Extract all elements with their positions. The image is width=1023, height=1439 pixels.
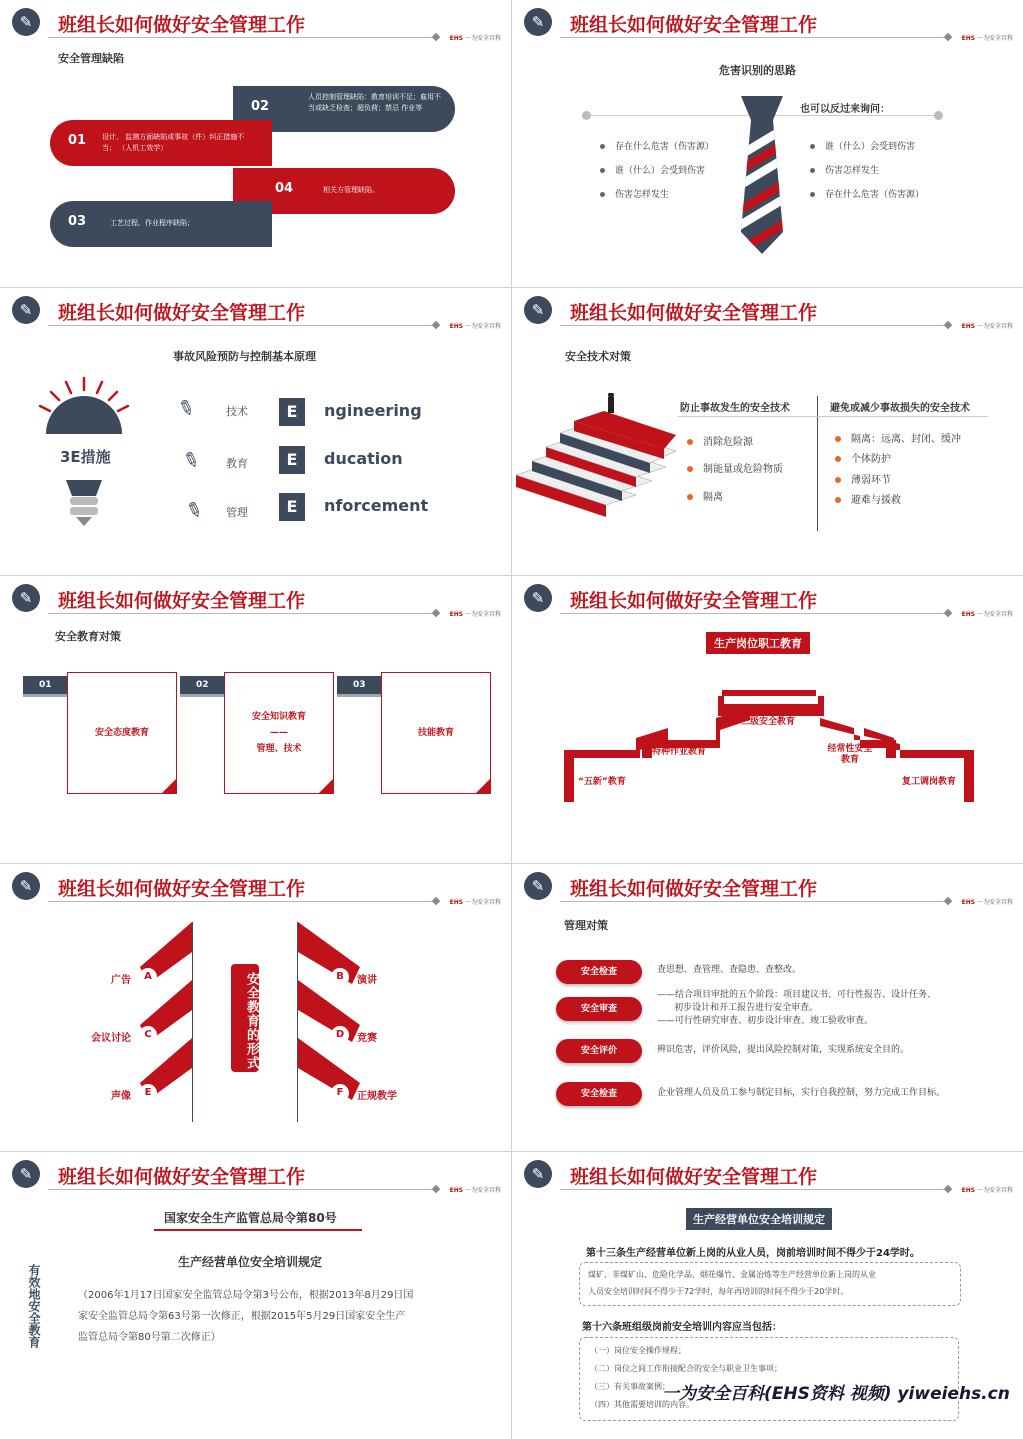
diamond-icon bbox=[432, 897, 440, 905]
e-letter-box: E bbox=[279, 398, 305, 426]
slide-4 bbox=[512, 288, 1023, 575]
grid-vertical-divider bbox=[511, 0, 512, 1439]
right-measure: 避难与援救 bbox=[835, 491, 901, 506]
letter-badge: F bbox=[331, 1084, 349, 1102]
measure-text: ——可行性研究审查、初步设计审查、竣工验收审查。 bbox=[657, 1016, 874, 1026]
section-title: 管理对策 bbox=[564, 919, 608, 932]
measure-text: 企业管理人员及员工参与制定目标，实行自我控制，努力完成工作目标。 bbox=[657, 1088, 946, 1098]
grid-horizontal-divider bbox=[0, 1151, 1023, 1152]
slide-title: 班组长如何做好安全管理工作 bbox=[58, 590, 306, 612]
diamond-icon bbox=[432, 321, 440, 329]
tag-shadow bbox=[180, 694, 225, 697]
card-number: 03 bbox=[337, 676, 382, 694]
column-heading: 避免或减少事故损失的安全技术 bbox=[830, 403, 970, 414]
logo: EHS 一为安全百科 bbox=[449, 1187, 501, 1194]
slide-title: 班组长如何做好安全管理工作 bbox=[570, 14, 818, 36]
slide-6 bbox=[512, 576, 1023, 863]
divider bbox=[48, 613, 437, 614]
pencil-icon: ✎ bbox=[174, 393, 199, 423]
watermark: 一为安全百科(EHS资料 视频) yiweiehs.cn bbox=[662, 1384, 1010, 1404]
defect-item-01: 01 设计、 监测方面缺陷或事故（件）纠正措施不当； （人机工效学） bbox=[50, 120, 272, 166]
section-title-badge: 生产经营单位安全培训规定 bbox=[686, 1208, 832, 1230]
letter-badge: C bbox=[139, 1026, 157, 1044]
article-list-item: （四）其他需要培训的内容。 bbox=[590, 1400, 694, 1409]
diamond-icon bbox=[944, 609, 952, 617]
step-label: 经常性安全教育 bbox=[827, 744, 873, 765]
logo: EHS 一为安全百科 bbox=[449, 611, 501, 618]
form-label: 广告 bbox=[111, 975, 131, 986]
left-bullet: 伤害怎样发生 bbox=[600, 187, 669, 200]
diamond-icon bbox=[944, 321, 952, 329]
article-list-item: （三）有关事故案例； bbox=[590, 1382, 670, 1391]
defect-item-02: 02 人员控制管理缺陷：教育培训不足；雇用不当或缺乏检查；超负荷；禁忌 作业等 bbox=[233, 86, 455, 132]
grid-horizontal-divider bbox=[0, 863, 1023, 864]
education-card: 安全知识教育 —— 管理、技术 bbox=[224, 672, 334, 794]
section-title: 安全教育对策 bbox=[55, 630, 121, 643]
column-heading: 防止事故发生的安全技术 bbox=[680, 403, 790, 414]
pencil-icon: ✎ bbox=[182, 495, 207, 525]
slide-title: 班组长如何做好安全管理工作 bbox=[570, 878, 818, 900]
education-card: 技能教育 bbox=[381, 672, 491, 794]
right-measure: 个体防护 bbox=[835, 450, 891, 465]
slide-1 bbox=[0, 0, 511, 287]
left-measure: 隔离 bbox=[687, 488, 723, 503]
measure-text: 查思想、查管理、查隐患、查整改。 bbox=[657, 965, 802, 975]
slide-title: 班组长如何做好安全管理工作 bbox=[570, 1166, 818, 1188]
right-bullet: 伤害怎样发生 bbox=[810, 163, 879, 176]
method-label: 教育 bbox=[226, 457, 248, 470]
education-card: 安全态度教育 bbox=[67, 672, 177, 794]
e-word: ngineering bbox=[324, 401, 422, 420]
reverse-label: 也可以反过来询问： bbox=[800, 104, 890, 115]
letter-badge: B bbox=[331, 968, 349, 986]
pencil-icon: ✎ bbox=[524, 872, 552, 900]
letter-badge: A bbox=[139, 968, 157, 986]
pencil-icon: ✎ bbox=[524, 8, 552, 36]
logo: EHS 一为安全百科 bbox=[961, 1187, 1013, 1194]
e-letter-box: E bbox=[279, 446, 305, 474]
regulation-body: 家安全监管总局令第63号第一次修正，根据2015年5月29日国家安全生产 bbox=[78, 1311, 406, 1322]
diamond-icon bbox=[432, 33, 440, 41]
pencil-icon: ✎ bbox=[12, 872, 40, 900]
logo: EHS 一为安全百科 bbox=[961, 323, 1013, 330]
method-label: 管理 bbox=[226, 506, 248, 519]
card-corner bbox=[162, 779, 176, 793]
diamond-icon bbox=[432, 1185, 440, 1193]
defect-item-04: 04 相关方管理缺陷。 bbox=[233, 168, 455, 214]
form-label: 正规教学 bbox=[357, 1091, 397, 1102]
slide-2 bbox=[512, 0, 1023, 287]
tag-shadow bbox=[337, 694, 382, 697]
measure-tag: 安全审查 bbox=[556, 997, 642, 1021]
grid-horizontal-divider bbox=[0, 287, 1023, 288]
measure-tag: 安全检查 bbox=[556, 960, 642, 984]
article-box-text: 煤矿、非煤矿山、危险化学品、烟花爆竹、金属冶炼等生产经营单位新上岗的从业 bbox=[588, 1270, 876, 1279]
measure-text: ——结合项目审批的五个阶段：项目建议书、可行性报告、设计任务、 bbox=[657, 990, 937, 1000]
grid-horizontal-divider bbox=[0, 575, 1023, 576]
letter-badge: E bbox=[139, 1084, 157, 1102]
diamond-icon bbox=[432, 609, 440, 617]
divider bbox=[560, 1189, 949, 1190]
card-corner bbox=[476, 779, 490, 793]
section-title: 事故风险预防与控制基本原理 bbox=[173, 350, 316, 363]
diamond-icon bbox=[944, 1185, 952, 1193]
logo: EHS 一为安全百科 bbox=[449, 323, 501, 330]
divider bbox=[48, 1189, 437, 1190]
left-bullet: 谁（什么）会受到伤害 bbox=[600, 163, 705, 176]
divider bbox=[48, 325, 437, 326]
pencil-icon: ✎ bbox=[179, 445, 204, 475]
slide-10 bbox=[512, 1152, 1023, 1439]
slide-title: 班组长如何做好安全管理工作 bbox=[58, 14, 306, 36]
slide-9 bbox=[0, 1152, 511, 1439]
card-number: 01 bbox=[23, 676, 68, 694]
step-label: 复工调岗教育 bbox=[902, 777, 957, 787]
method-label: 技术 bbox=[226, 405, 248, 418]
step-label: 三级安全教育 bbox=[741, 717, 796, 727]
pencil-icon: ✎ bbox=[524, 1160, 552, 1188]
pencil-icon: ✎ bbox=[12, 8, 40, 36]
section-title-badge: 生产岗位职工教育 bbox=[706, 632, 810, 654]
regulation-title: 生产经营单位安全培训规定 bbox=[178, 1255, 323, 1269]
right-measure: 隔离：远离、封闭、缓冲 bbox=[835, 430, 961, 445]
pencil-icon: ✎ bbox=[524, 584, 552, 612]
article-box-text: 人员安全培训时间不得少于72学时，每年再培训的时间不得少于20学时。 bbox=[588, 1287, 849, 1296]
heading-underline bbox=[678, 416, 988, 417]
divider bbox=[560, 901, 949, 902]
book-stairs-illustration bbox=[516, 393, 676, 518]
form-label: 竞赛 bbox=[357, 1033, 377, 1044]
tag-shadow bbox=[23, 694, 68, 697]
pencil-icon: ✎ bbox=[524, 296, 552, 324]
card-corner bbox=[319, 779, 333, 793]
section-title: 危害识别的思路 bbox=[719, 64, 796, 77]
card-number: 02 bbox=[180, 676, 225, 694]
divider bbox=[48, 901, 437, 902]
slide-title: 班组长如何做好安全管理工作 bbox=[58, 302, 306, 324]
logo: EHS 一为安全百科 bbox=[961, 35, 1013, 42]
measure-text: 辨识危害，评价风险，提出风险控制对策，实现系统安全目的。 bbox=[657, 1045, 910, 1055]
step-label: “五新”教育 bbox=[578, 777, 626, 787]
e-word: ducation bbox=[324, 449, 403, 468]
form-label: 会议讨论 bbox=[91, 1033, 131, 1044]
letter-badge: D bbox=[331, 1026, 349, 1044]
slide-title: 班组长如何做好安全管理工作 bbox=[570, 302, 818, 324]
center-badge: 安全教育的形式 bbox=[231, 964, 259, 1072]
side-label: 有效地安全教育 bbox=[27, 1264, 41, 1348]
regulation-body: 监管总局令第80号第二次修正） bbox=[78, 1332, 221, 1343]
left-measure: 制能量或危险物质 bbox=[687, 460, 783, 475]
slide-title: 班组长如何做好安全管理工作 bbox=[570, 590, 818, 612]
bullet-dot bbox=[582, 111, 591, 120]
logo: EHS 一为安全百科 bbox=[449, 899, 501, 906]
divider bbox=[560, 37, 949, 38]
regulation-body: （2006年1月17日国家安全监管总局令第3号公布，根据2013年8月29日国 bbox=[78, 1290, 414, 1301]
e-word: nforcement bbox=[324, 496, 429, 515]
section-title: 安全技术对策 bbox=[565, 350, 631, 363]
slide-title: 班组长如何做好安全管理工作 bbox=[58, 1166, 306, 1188]
measure-text: 初步设计和开工报告进行安全审查。 bbox=[657, 1003, 819, 1013]
article-list-item: （二）岗位之间工作衔接配合的安全与职业卫生事项； bbox=[590, 1364, 782, 1373]
slide-5 bbox=[0, 576, 511, 863]
logo: EHS 一为安全百科 bbox=[961, 899, 1013, 906]
defect-item-03: 03 工艺过程、作业程序缺陷； bbox=[50, 201, 272, 247]
form-label: 声像 bbox=[111, 1091, 131, 1102]
bullet-dot bbox=[934, 111, 943, 120]
section-subtitle: 安全管理缺陷 bbox=[58, 52, 124, 65]
article-16: 第十六条班组级岗前安全培训内容应当包括： bbox=[582, 1322, 782, 1333]
right-measure: 薄弱环节 bbox=[835, 471, 891, 486]
pencil-icon: ✎ bbox=[12, 584, 40, 612]
article-list-item: （一）岗位安全操作规程； bbox=[590, 1346, 686, 1355]
pencil-icon: ✎ bbox=[12, 296, 40, 324]
step-label: 特种作业教育 bbox=[652, 747, 707, 757]
divider bbox=[48, 37, 437, 38]
measures-label: 3E措施 bbox=[60, 448, 111, 466]
slide-7 bbox=[0, 864, 511, 1151]
measure-tag: 安全评价 bbox=[556, 1039, 642, 1063]
order-title: 国家安全生产监管总局令第80号 bbox=[164, 1211, 337, 1225]
form-label: 演讲 bbox=[357, 975, 377, 986]
divider bbox=[560, 325, 949, 326]
tie-icon bbox=[737, 92, 787, 257]
right-bullet: 谁（什么）会受到伤害 bbox=[810, 139, 915, 152]
logo: EHS 一为安全百科 bbox=[449, 35, 501, 42]
slide-8 bbox=[512, 864, 1023, 1151]
diamond-icon bbox=[944, 897, 952, 905]
diamond-icon bbox=[944, 33, 952, 41]
article-13: 第十三条生产经营单位新上岗的从业人员，岗前培训时间不得少于24学时。 bbox=[586, 1248, 920, 1259]
logo: EHS 一为安全百科 bbox=[961, 611, 1013, 618]
slide-title: 班组长如何做好安全管理工作 bbox=[58, 878, 306, 900]
left-measure: 消除危险源 bbox=[687, 433, 753, 448]
pencil-icon: ✎ bbox=[12, 1160, 40, 1188]
order-underline bbox=[154, 1229, 362, 1231]
e-letter-box: E bbox=[279, 493, 305, 521]
divider bbox=[560, 613, 949, 614]
right-bullet: 存在什么危害（伤害源） bbox=[810, 187, 924, 200]
measure-tag: 安全检查 bbox=[556, 1082, 642, 1106]
slide-3 bbox=[0, 288, 511, 575]
left-bullet: 存在什么危害（伤害源） bbox=[600, 139, 714, 152]
